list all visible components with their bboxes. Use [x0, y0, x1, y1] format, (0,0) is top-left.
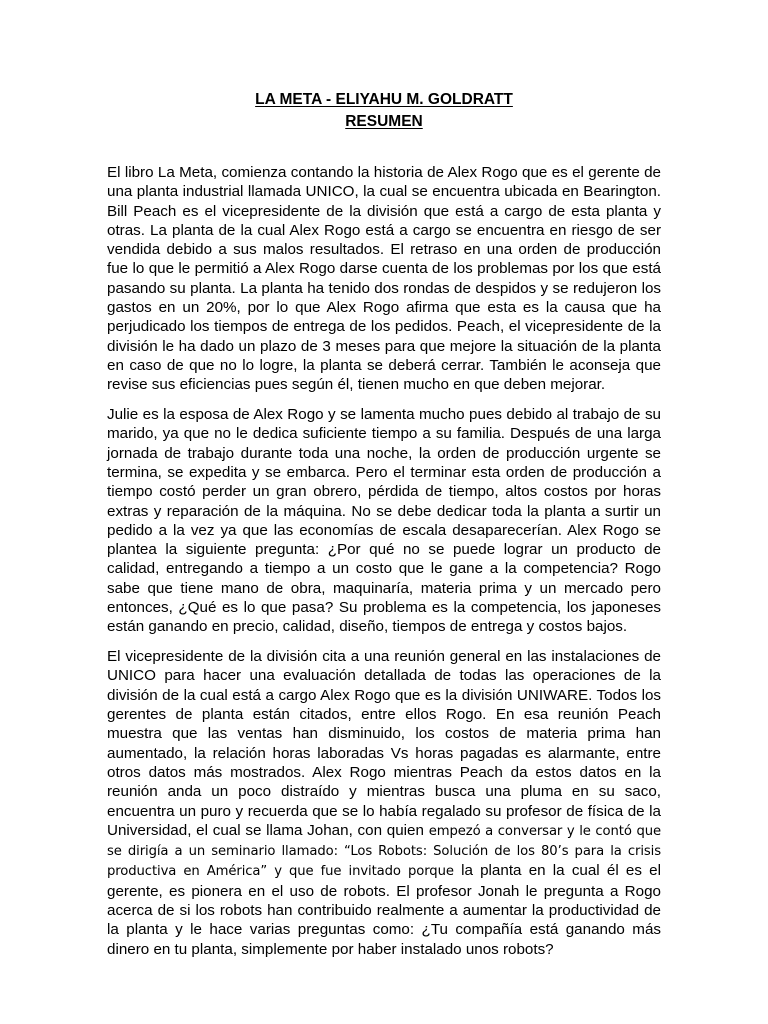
document-subtitle: RESUMEN — [345, 113, 423, 130]
document-body — [107, 163, 661, 969]
paragraph-3-text-c: la planta en la cual él es el gerente, es pionera en el uso de robots. El profesor Jonah le pregunta a Rogo acerca de si los robots han contribuido realmente a aumentar la productividad de la planta y le hace varias preguntas como: ¿Tu compañía está ganando más dinero en tu planta, simplemente por haber instalado unos robots? — [107, 862, 661, 958]
paragraph-3-text-b: empezó a conversar y le contó que se dirigía a un seminario llamado: “Los Robots: Solución de los 80’s para la crisis productiva en América” y que fue invitado porque — [107, 823, 661, 880]
paragraph-1: El libro La Meta, comienza contando la historia de Alex Rogo que es el gerente de una planta industrial llamada UNICO, la cual se encuentra ubicada en Bearington. Bill Peach es el vicepresidente de la división que está a cargo de esta planta y otras. La planta de la cual Alex Rogo está a cargo se encuentra en riesgo de ser vendida debido a sus malos resultados. El retraso en una orden de producción fue lo que le permitió a Alex Rogo darse cuenta de los problemas por los que está pasando su planta. La planta ha tenido dos rondas de despidos y se redujeron los gastos en un 20%, por lo que Alex Rogo afirma que esta es la causa que ha perjudicado los tiempos de entrega de los pedidos. Peach, el vicepresidente de la división le ha dado un plazo de 3 meses para que mejore la situación de la planta en caso de que no lo logre, la planta se deberá cerrar. También le aconseja que revise sus eficiencias pues según él, tienen mucho en que deben mejorar. — [107, 164, 661, 394]
document-title: LA META - ELIYAHU M. GOLDRATT — [255, 91, 513, 108]
paragraph-3 — [107, 647, 661, 959]
paragraph-2: Julie es la esposa de Alex Rogo y se lamenta mucho pues debido al trabajo de su marido, ya que no le dedica suficiente tiempo a su familia. Después de una larga jornada de trabajo durante toda una noche, la orden de producción urgente se termina, se expedita y se embarca. Pero el terminar esta orden de producción a tiempo costó perder un gran obrero, pérdida de tiempo, altos costos por horas extras y reparación de la máquina. No se debe dedicar toda la planta a surtir un pedido a la vez ya que las economías de escala desaparecerían. Alex Rogo se plantea la siguiente pregunta: ¿Por qué no se puede lograr un producto de calidad, entregando a tiempo a un costo que le gane a la competencia? Rogo sabe que tiene mano de obra, maquinaría, materia prima y un mercado pero entonces, ¿Qué es lo que pasa? Su problema es la competencia, los japoneses están ganando en precio, calidad, diseño, tiempos de entrega y costos bajos. — [107, 406, 661, 636]
paragraph-3-text-a: El vicepresidente de la división cita a una reunión general en las instalaciones de UNICO para hacer una evaluación detallada de todas las operaciones de la división de la cual está a cargo Alex Rogo que es la división UNIWARE. Todos los gerentes de planta están citados, entre ellos Rogo. En esa reunión Peach muestra que las ventas han disminuido, los costos de materia prima han aumentado, la relación horas laboradas Vs horas pagadas es alarmante, entre otros datos más mostrados. Alex Rogo mientras Peach da estos datos en la reunión anda un poco distraído y mientras busca una pluma en su saco, encuentra un puro y recuerda que se lo había regalado su profesor de física de la Universidad, el cual se llama Johan, con quien — [107, 648, 661, 839]
document-header — [0, 89, 768, 133]
